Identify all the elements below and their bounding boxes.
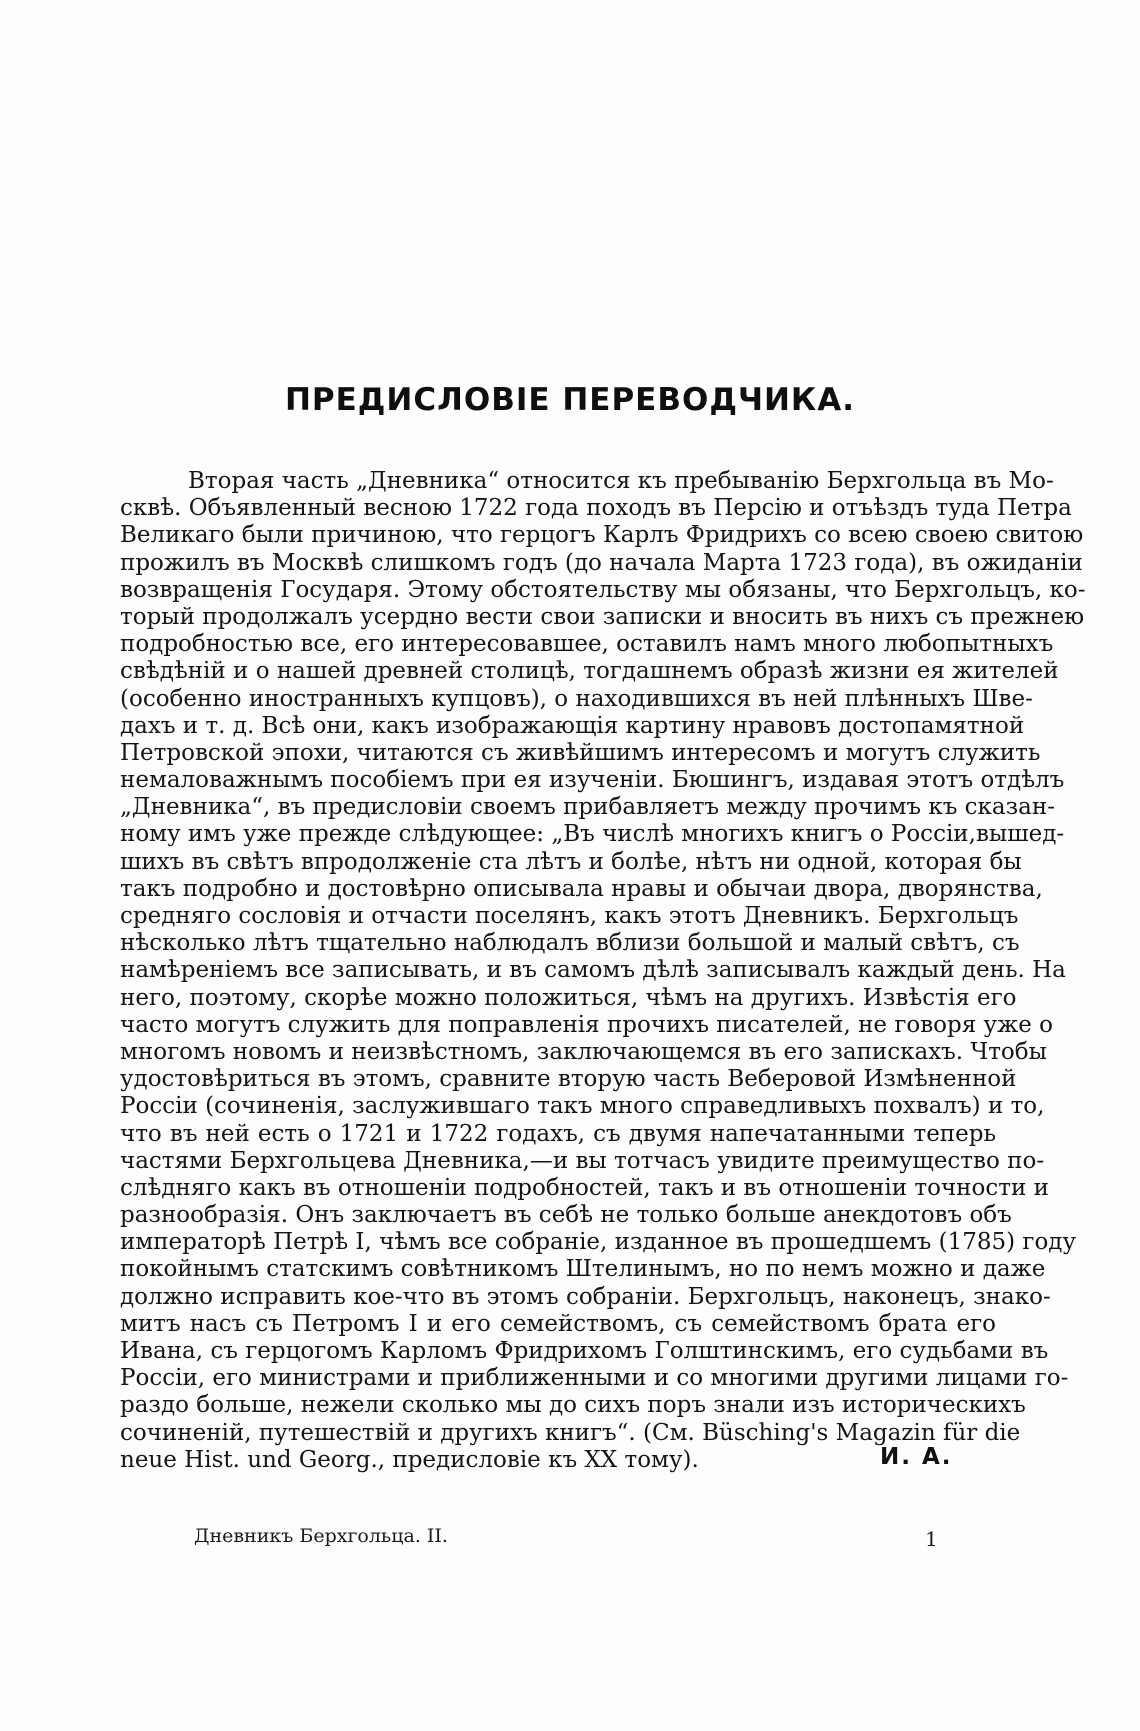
footer-book-title: Дневникъ Берхгольца. II.	[194, 1525, 448, 1547]
text-line: сочиненій, путешествій и другихъ книгъ“. (См. Büsching's Magazin für die	[120, 1419, 1021, 1446]
text-line: такъ подробно и достовѣрно описывала нравы и обычаи двора, дворянства,	[120, 875, 1043, 902]
text-line: свѣдѣній и о нашей древней столицѣ, тогдашнемъ образѣ жизни ея жителей	[120, 658, 1059, 685]
text-line: Великаго были причиною, что герцогъ Карлъ Фридрихъ со всею своею свитою	[120, 522, 1084, 549]
text-line: разнообразія. Онъ заключаетъ въ себѣ не только больше анекдотовъ объ	[120, 1202, 1012, 1229]
text-line: сквѣ. Объявленный весною 1722 года походъ въ Персію и отъѣздъ туда Петра	[120, 495, 1072, 522]
text-line: что въ ней есть о 1721 и 1722 годахъ, съ двумя напечатанными теперь	[120, 1120, 996, 1147]
text-line: „Дневника“, въ предисловіи своемъ прибавляетъ между прочимъ къ сказан-	[120, 794, 1055, 821]
translator-signature: И. А.	[880, 1444, 953, 1470]
text-line: дахъ и т. д. Всѣ они, какъ изображающія картину нравовъ достопамятной	[120, 712, 1025, 739]
text-line: прожилъ въ Москвѣ слишкомъ годъ (до начала Марта 1723 года), въ ожиданіи	[120, 549, 1083, 576]
text-line: neue Hist. und Georg., предисловіе къ XX тому).	[120, 1446, 699, 1473]
text-line: должно исправить кое-что въ этомъ собраніи. Берхгольцъ, наконецъ, знако-	[120, 1283, 1051, 1310]
text-line: Ивана, съ герцогомъ Карломъ Фридрихомъ Голштинскимъ, его судьбами въ	[120, 1338, 1049, 1364]
body-paragraph	[120, 468, 1086, 1474]
text-line: торый продолжалъ усердно вести свои записки и вносить въ нихъ съ прежнею	[120, 603, 1085, 630]
text-line: нѣсколько лѣтъ тщательно наблюдалъ вблизи большой и малый свѣтъ, съ	[120, 930, 1020, 957]
text-line: часто могутъ служить для поправленія прочихъ писателей, не говоря уже о	[120, 1011, 1054, 1038]
text-line: частями Берхгольцева Дневника,—и вы тотчасъ увидите преимущество по-	[120, 1147, 1045, 1174]
text-line: намѣреніемъ все записывать, и въ самомъ дѣлѣ записывалъ каждый день. На	[120, 957, 1066, 984]
text-line: него, поэтому, скорѣе можно положиться, чѣмъ на другихъ. Извѣстія его	[120, 984, 1017, 1011]
text-line: Россіи (сочиненія, заслужившаго такъ много справедливыхъ похвалъ) и то,	[120, 1093, 1045, 1120]
text-line: средняго сословія и отчасти поселянъ, какъ этотъ Дневникъ. Берхгольцъ	[120, 903, 1019, 929]
text-line: шихъ въ свѣтъ впродолженіе ста лѣтъ и болѣе, нѣтъ ни одной, которая бы	[120, 848, 1022, 875]
page-number: 1	[925, 1527, 938, 1551]
text-line: ному имъ уже прежде слѣдующее: „Въ числѣ многихъ книгъ о Россіи,вышед-	[120, 821, 1065, 848]
page-title: ПРЕДИСЛОВІЕ ПЕРЕВОДЧИКА.	[284, 382, 856, 418]
text-line: слѣдняго какъ въ отношеніи подробностей, такъ и въ отношеніи точности и	[120, 1174, 1049, 1201]
text-line: возвращенія Государя. Этому обстоятельству мы обязаны, что Берхгольцъ, ко-	[120, 576, 1086, 603]
text-line: Петровской эпохи, читаются съ живѣйшимъ интересомъ и могутъ служить	[120, 739, 1041, 766]
text-line: удостовѣриться въ этомъ, сравните вторую часть Веберовой Измѣненной	[120, 1066, 1017, 1093]
text-line: раздо больше, нежели сколько мы до сихъ поръ знали изъ историческихъ	[120, 1392, 1026, 1419]
text-line: многомъ новомъ и неизвѣстномъ, заключающемся въ его запискахъ. Чтобы	[120, 1038, 1047, 1065]
text-line: (особенно иностранныхъ купцовъ), о находившихся въ ней плѣнныхъ Шве-	[120, 685, 1033, 712]
text-line: покойнымъ статскимъ совѣтникомъ Штелинымъ, но по немъ можно и даже	[120, 1256, 1046, 1283]
text-line: подробностью все, его интересовавшее, оставилъ намъ много любопытныхъ	[120, 631, 1054, 658]
text-line: немаловажнымъ пособіемъ при ея изученіи. Бюшингъ, издавая этотъ отдѣлъ	[120, 767, 1065, 794]
text-line: Россіи, его министрами и приближенными и со многими другими лицами го-	[120, 1365, 1069, 1392]
text-line: митъ насъ съ Петромъ I и его семействомъ, съ семействомъ брата его	[120, 1310, 996, 1337]
text-line: императорѣ Петрѣ I, чѣмъ все собраніе, изданное въ прошедшемъ (1785) году	[120, 1229, 1077, 1256]
text-line: Вторая часть „Дневника“ относится къ пребыванію Берхгольца въ Мо-	[188, 468, 1054, 494]
